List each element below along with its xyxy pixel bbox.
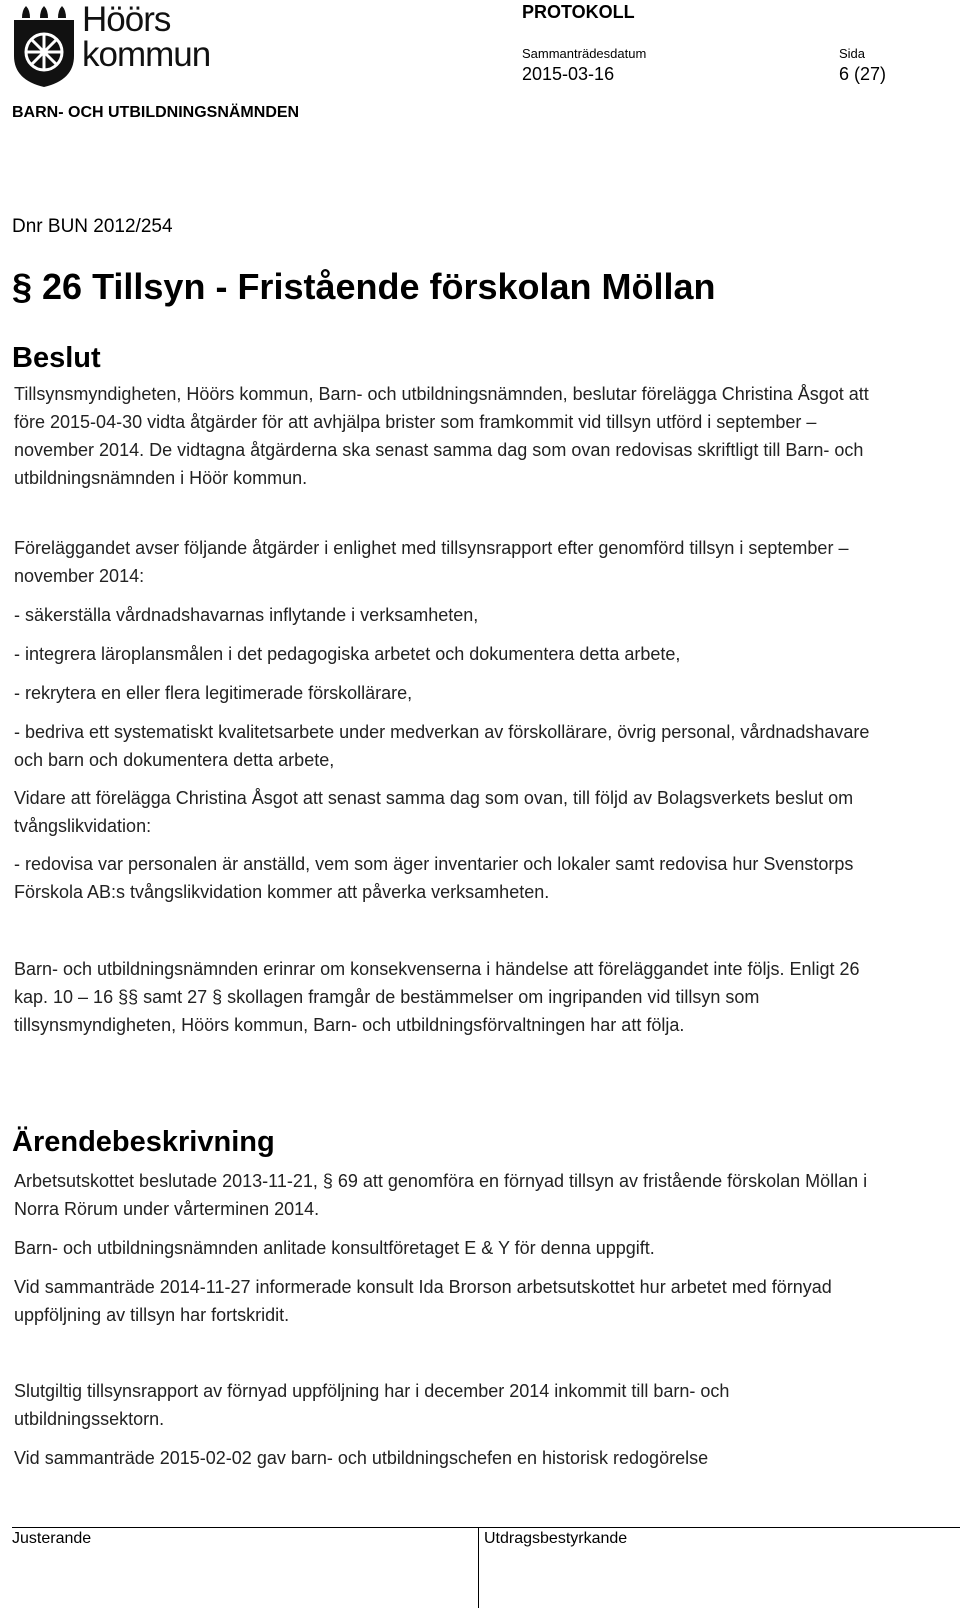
beslut-p3: Vidare att förelägga Christina Åsgot att senast samma dag som ovan, till följd av Bolagsverkets beslut om tvångslikvidation:: [14, 788, 854, 836]
list-item: - integrera läroplansmålen i det pedagogiska arbetet och dokumentera detta arbete,: [14, 644, 681, 664]
meeting-date: 2015-03-16: [522, 64, 615, 84]
page-label: Sida: [839, 46, 866, 61]
page-title: § 26 Tillsyn - Fristående förskolan Möllan: [12, 266, 716, 307]
logo-wordmark: [82, 2, 210, 72]
beslut-p2: Föreläggandet avser följande åtgärder i enlighet med tillsynsrapport efter genomförd tillsyn i september – november 2014:: [14, 538, 849, 586]
beslut-p4: Barn- och utbildningsnämnden erinrar om konsekvenserna i händelse att föreläggandet inte följs. Enligt 26 kap. 10 – 16 §§ samt 27 § skollagen framgår de bestämmelser om ingripanden vid tillsyn som tillsynsmyndigheten, Höörs kommun, Barn- och utbildningsförvaltningen har att följa.: [14, 959, 860, 1035]
document-type: PROTOKOLL: [522, 2, 635, 22]
list-item: - bedriva ett systematiskt kvalitetsarbete under medverkan av förskollärare, övrig personal, vårdnadshavare och barn och dokumentera detta arbete,: [14, 722, 870, 770]
page-number: 6 (27): [839, 64, 887, 84]
footer-utdragsbestyrkande: Utdragsbestyrkande: [484, 1530, 628, 1547]
section-heading-arendebeskrivning: Ärendebeskrivning: [12, 1126, 275, 1158]
arende-p4: Slutgiltig tillsynsrapport av förnyad uppföljning har i december 2014 inkommit till barn- och utbildningssektorn.: [14, 1381, 730, 1429]
logo-text-line2: kommun: [82, 35, 211, 74]
footer-justerande: Justerande: [12, 1530, 92, 1547]
footer-divider: [12, 1527, 960, 1528]
coat-of-arms-icon: [12, 6, 76, 88]
list-item: - säkerställa vårdnadshavarnas inflytande i verksamheten,: [14, 605, 479, 625]
arende-p1: Arbetsutskottet beslutade 2013-11-21, § 69 att genomföra en förnyad tillsyn av fristående förskolan Möllan i Norra Rörum under vårterminen 2014.: [14, 1171, 868, 1219]
list-item: - redovisa var personalen är anställd, vem som äger inventarier och lokaler samt redovisa hur Svenstorps Förskola AB:s tvångslikvidation kommer att påverka verksamheten.: [14, 854, 854, 902]
list-item: - rekrytera en eller flera legitimerade förskollärare,: [14, 683, 413, 703]
footer-column-divider: [478, 1527, 479, 1608]
arende-p3: Vid sammanträde 2014-11-27 informerade konsult Ida Brorson arbetsutskottet hur arbetet med förnyad uppföljning av tillsyn har fortskridit.: [14, 1277, 832, 1325]
logo-text-line1: Höörs: [82, 0, 171, 39]
arende-p2: Barn- och utbildningsnämnden anlitade konsultföretaget E & Y för denna uppgift.: [14, 1238, 655, 1258]
case-number: Dnr BUN 2012/254: [12, 216, 173, 237]
date-label: Sammanträdesdatum: [522, 46, 647, 61]
beslut-p1: Tillsynsmyndigheten, Höörs kommun, Barn- och utbildningsnämnden, beslutar förelägga Christina Åsgot att före 2015-04-30 vidta åtgärder för att avhjälpa brister som framkommit vid tillsyn utförd i september – november 2014. De vidtagna åtgärderna ska senast samma dag som ovan redovisas skriftligt till Barn- och utbildningsnämnden i Höör kommun.: [14, 384, 869, 488]
committee-name: BARN- OCH UTBILDNINGSNÄMNDEN: [12, 104, 300, 121]
section-heading-beslut: Beslut: [12, 342, 101, 374]
arende-p5: Vid sammanträde 2015-02-02 gav barn- och utbildningschefen en historisk redogörelse: [14, 1448, 709, 1468]
